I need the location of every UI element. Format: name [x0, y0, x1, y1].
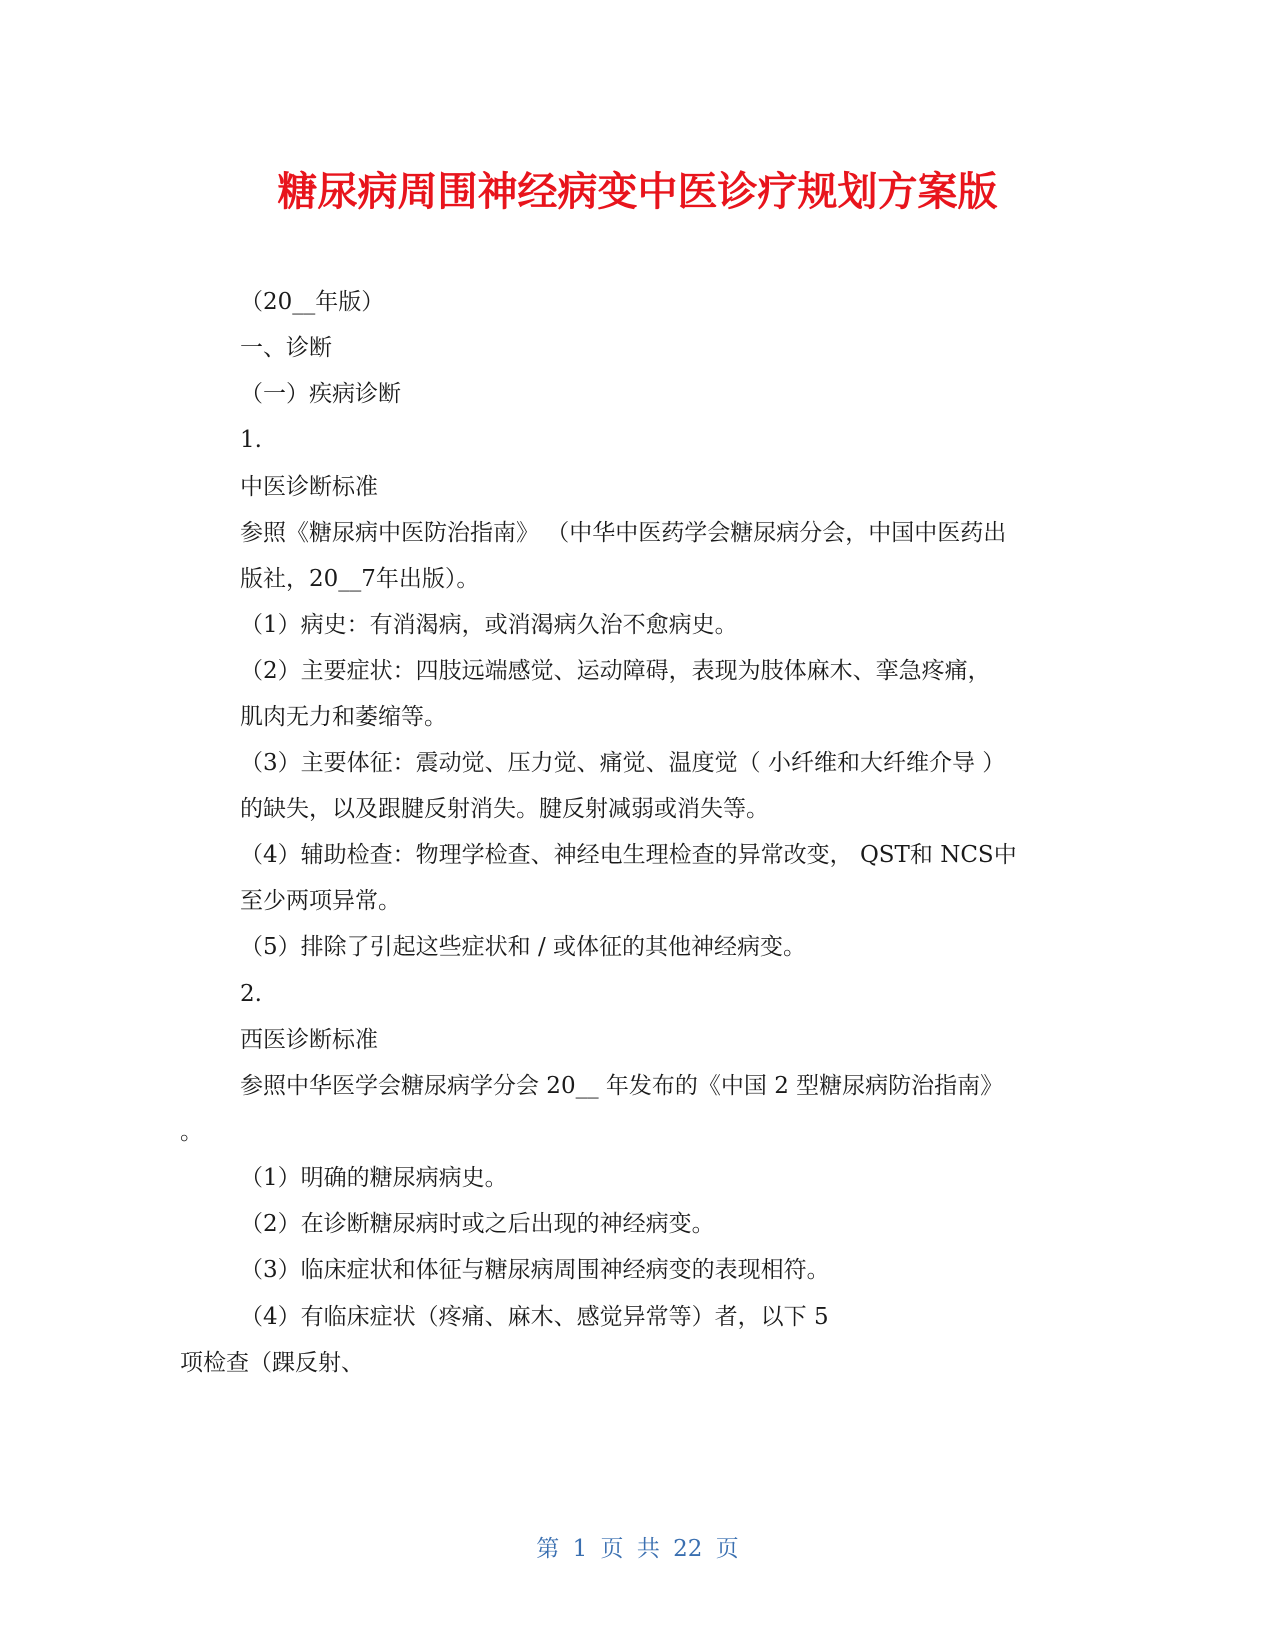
item-heading: 中医诊断标准 [240, 474, 378, 500]
text-line: 至少两项异常。 [240, 888, 401, 914]
text-line: （3）临床症状和体征与糖尿病周围神经病变的表现相符。 [240, 1257, 830, 1283]
text-line: （4）有临床症状（疼痛、麻木、感觉异常等）者，以下 5 [240, 1304, 829, 1330]
text-line: 肌肉无力和萎缩等。 [240, 704, 447, 730]
text-line: 。 [180, 1119, 203, 1145]
document-title: 糖尿病周围神经病变中医诊疗规划方案版 [277, 169, 998, 215]
text-line: （3）主要体征：震动觉、压力觉、痛觉、温度觉（ 小纤维和大纤维介导 ） [240, 750, 1006, 776]
item-heading: 西医诊断标准 [240, 1027, 378, 1053]
text-line: 版社，20__7年出版）。 [240, 566, 480, 592]
subsection-heading: （一）疾病诊断 [240, 381, 401, 407]
text-line: （1）明确的糖尿病病史。 [240, 1165, 508, 1191]
text-line: （5）排除了引起这些症状和 / 或体征的其他神经病变。 [240, 934, 807, 960]
text-line: （2）主要症状：四肢远端感觉、运动障碍，表现为肢体麻木、挛急疼痛， [240, 658, 991, 684]
text-line: （20__年版） [240, 289, 385, 315]
item-number: 1. [240, 427, 262, 453]
text-line: （2）在诊断糖尿病时或之后出现的神经病变。 [240, 1211, 715, 1237]
text-line: 参照中华医学会糖尿病学分会 20__ 年发布的《中国 2 型糖尿病防治指南》 [240, 1073, 1004, 1099]
section-heading: 一、诊断 [240, 335, 332, 361]
item-number: 2. [240, 981, 262, 1007]
page-number-footer: 第 1 页 共 22 页 [536, 1536, 739, 1562]
text-line: （4）辅助检查：物理学检查、神经电生理检查的异常改变， QST和 NCS中 [240, 842, 1017, 868]
text-line: （1）病史：有消渴病，或消渴病久治不愈病史。 [240, 612, 738, 638]
text-line: 项检查（踝反射、 [180, 1350, 364, 1376]
text-line: 参照《糖尿病中医防治指南》 （中华中医药学会糖尿病分会，中国中医药出 [240, 520, 1007, 546]
text-line: 的缺失，以及跟腱反射消失。腱反射减弱或消失等。 [240, 796, 769, 822]
